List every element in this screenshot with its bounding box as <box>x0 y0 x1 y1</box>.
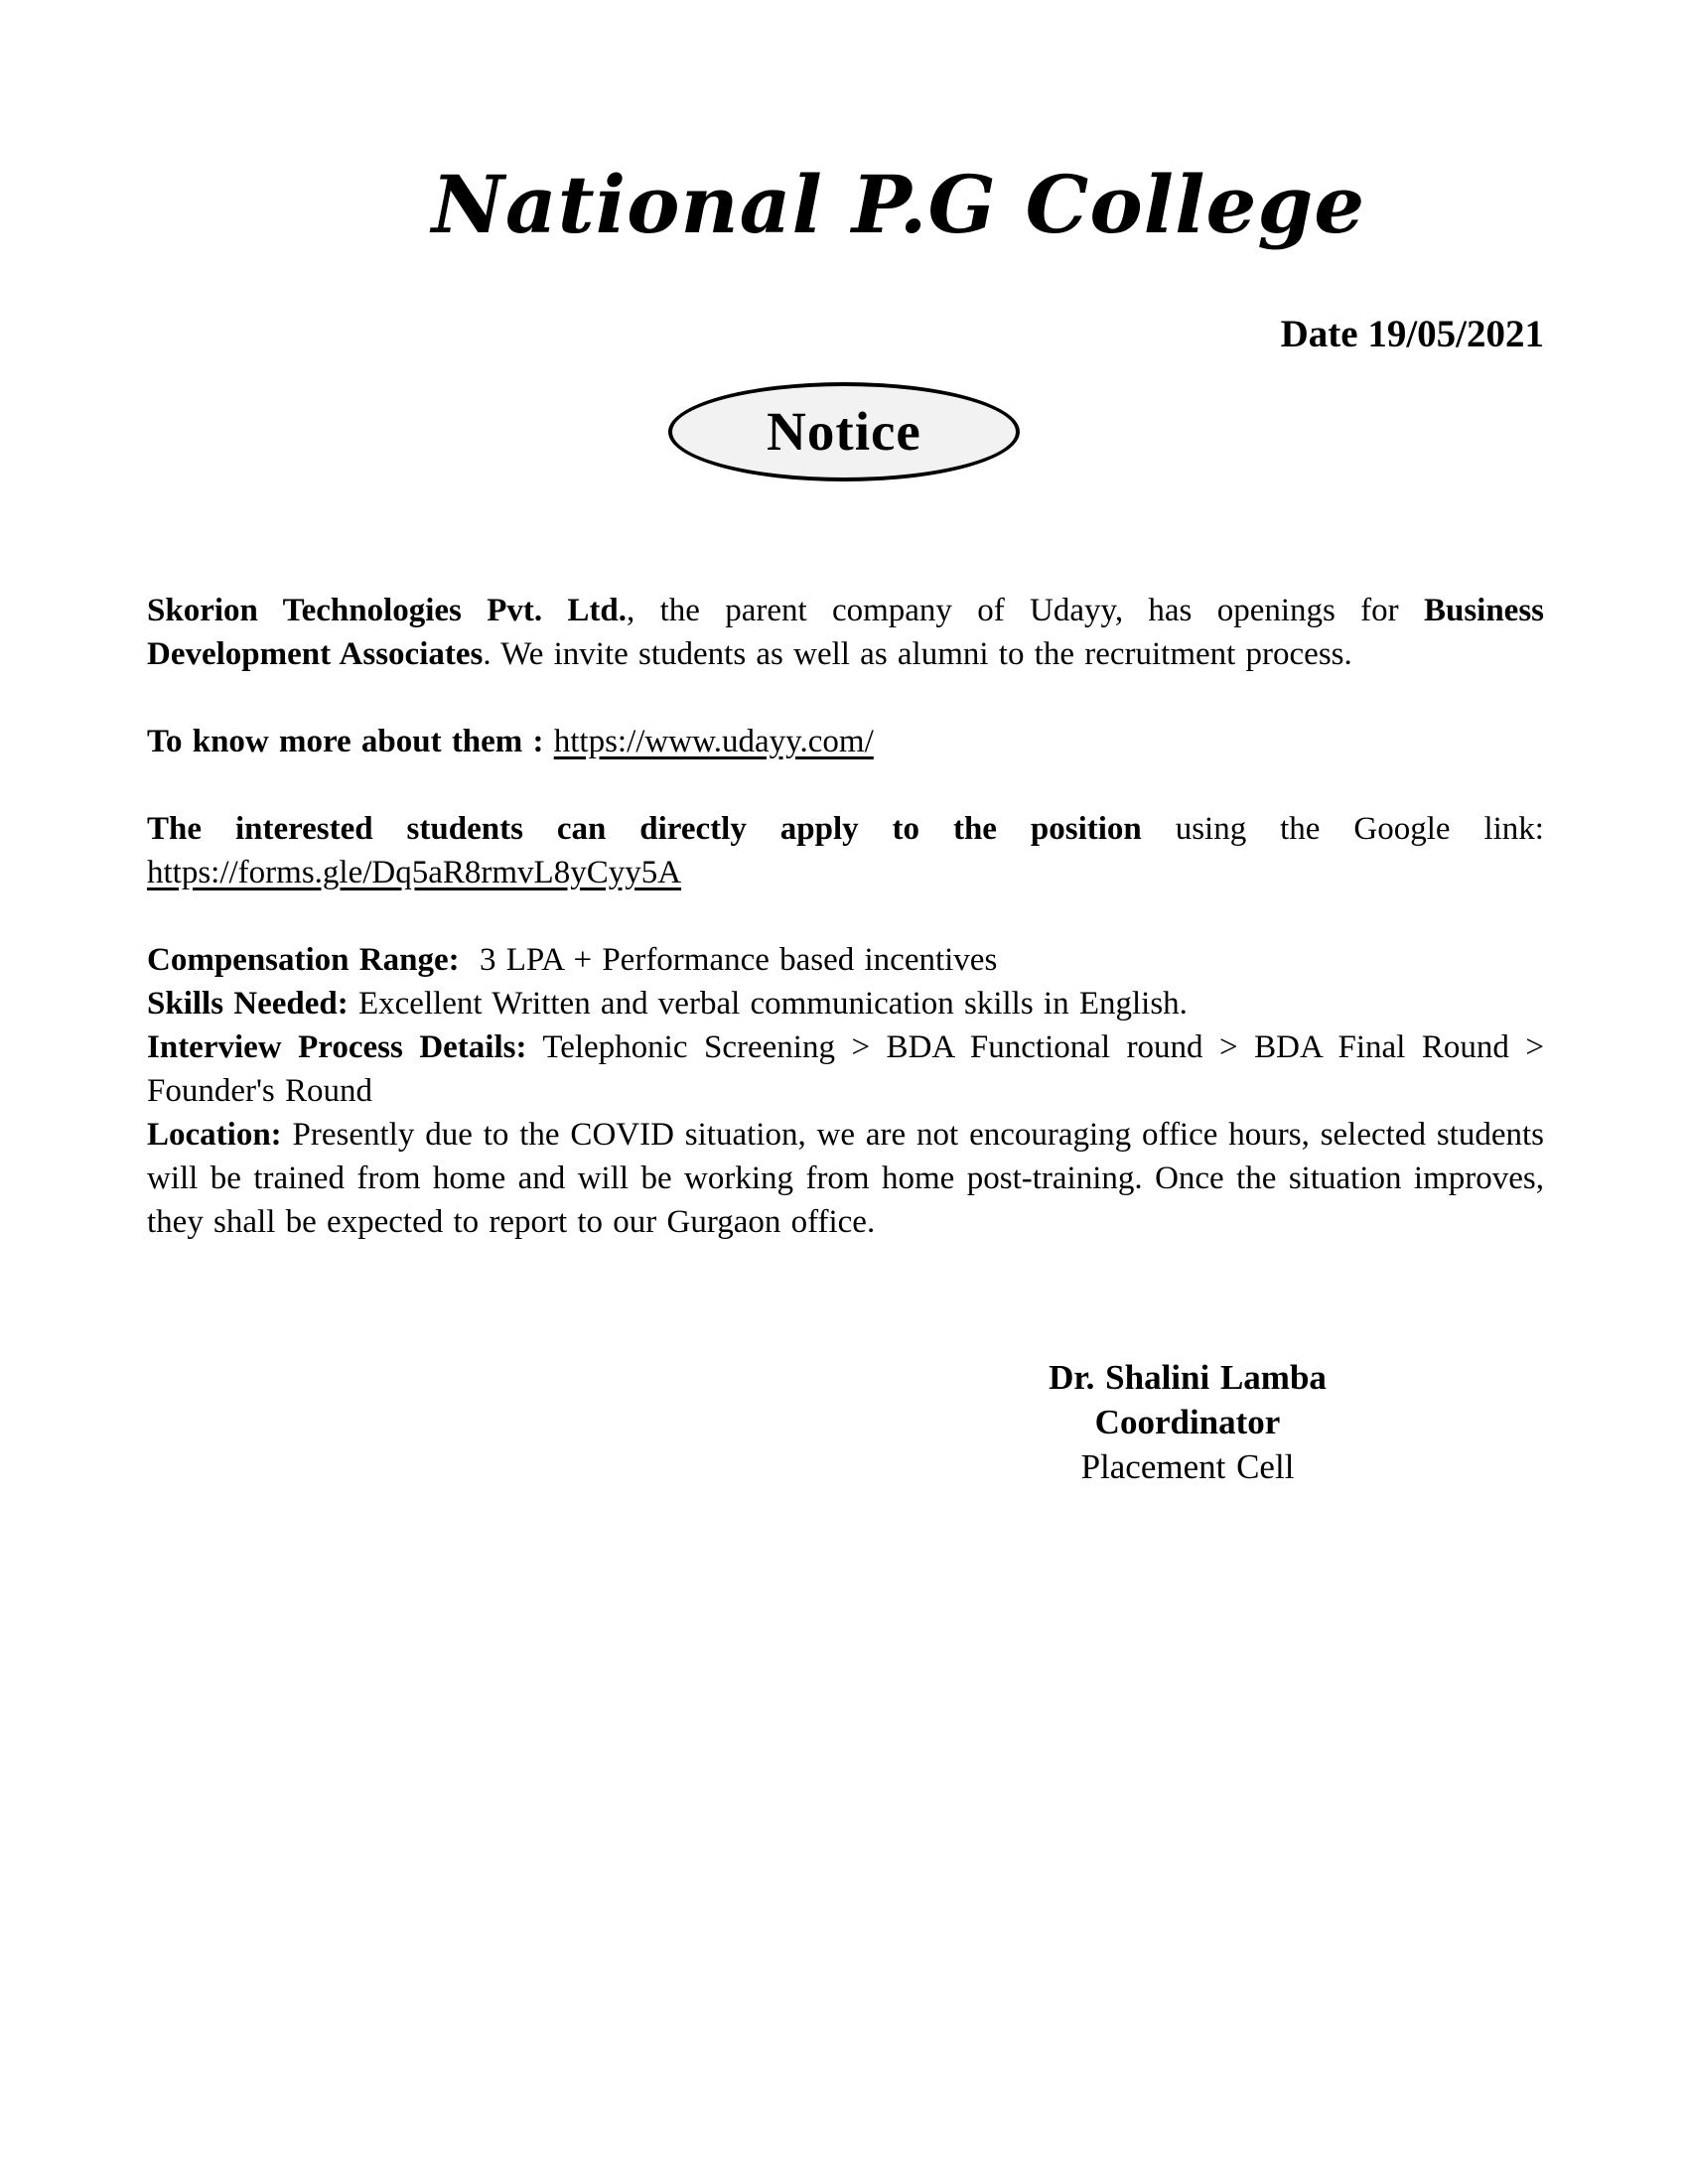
know-more-line <box>147 720 1544 763</box>
notice-body <box>147 589 1555 1489</box>
signatory-name: Dr. Shalini Lamba <box>1049 1357 1327 1397</box>
detail-compensation <box>147 938 1544 982</box>
detail-skills <box>147 982 1544 1025</box>
intro-text-1: , the parent company of Udayy, has openings for <box>627 592 1424 628</box>
notice-badge-row <box>0 382 1688 481</box>
signatory-org: Placement Cell <box>1080 1446 1295 1486</box>
notice-badge-label: Notice <box>767 401 921 463</box>
udayy-link[interactable]: https://www.udayy.com/ <box>553 723 874 759</box>
company-name-bold: Skorion Technologies Pvt. Ltd. <box>147 592 628 628</box>
intro-paragraph <box>147 589 1555 676</box>
compensation-label: Compensation Range: <box>147 941 460 978</box>
apply-middle-text: using the Google link: <box>1141 810 1555 847</box>
intro-text-2: . We invite students as well as alumni to the recruitment process. <box>483 635 1352 672</box>
google-form-link[interactable]: https://forms.gle/Dq5aR8rmvL8yCyy5A <box>147 854 682 890</box>
skills-label: Skills Needed: <box>147 985 349 1022</box>
notice-oval <box>668 382 1020 481</box>
interview-process-value: Telephonic Screening > BDA Functional round > BDA Final Round > Founder's Round <box>147 1028 1555 1109</box>
date-line <box>147 314 1544 356</box>
date-text: Date 19/05/2021 <box>1280 313 1544 355</box>
compensation-value: 3 LPA + Performance based incentives <box>459 941 998 978</box>
interview-process-label: Interview Process Details: <box>147 1028 527 1065</box>
location-label: Location: <box>147 1116 282 1153</box>
role-name-bold: Business Development Associates <box>147 592 1555 672</box>
detail-interview-process <box>147 1025 1555 1113</box>
location-value: Presently due to the COVID situation, we are not encouraging office hours, selected students will be trained from home and will be working from home post-training. Once the situation improves, they shall be expected to report to our Gurgaon office. <box>147 1116 1555 1240</box>
detail-location <box>147 1113 1555 1244</box>
signature-block <box>979 1355 1396 1489</box>
college-title: National P.G College <box>431 158 1366 251</box>
know-more-label: To know more about them : <box>147 723 554 759</box>
signatory-role: Coordinator <box>1094 1402 1281 1441</box>
details-block <box>147 938 1555 1244</box>
apply-lead-bold: The interested students can directly apply to the position <box>147 810 1142 847</box>
apply-paragraph <box>147 807 1555 894</box>
skills-value: Excellent Written and verbal communication skills in English. <box>348 985 1188 1022</box>
